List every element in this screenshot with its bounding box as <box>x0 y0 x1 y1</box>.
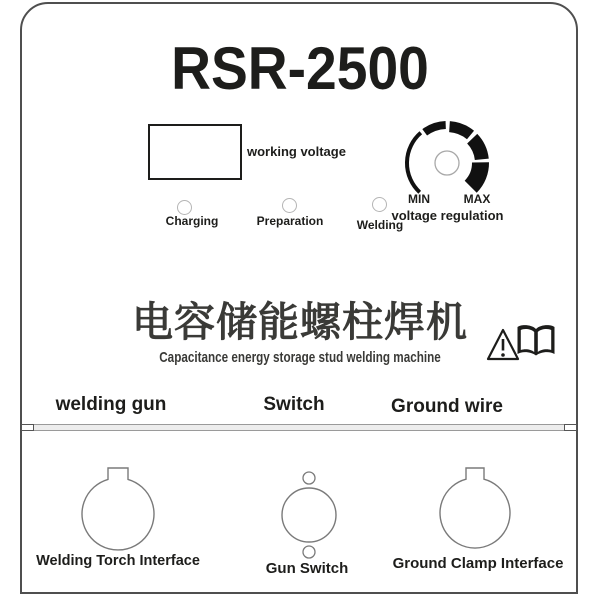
charging-lamp-label: Charging <box>165 214 219 228</box>
working-voltage-label: working voltage <box>247 144 346 159</box>
warning-triangle-icon <box>486 327 520 363</box>
ground-clamp-connector-label: Ground Clamp Interface <box>392 555 564 572</box>
gauge-min-label: MIN <box>408 192 430 206</box>
section-header-welding-gun: welding gun <box>55 394 167 415</box>
voltage-regulation-knob[interactable] <box>435 151 459 175</box>
charging-lamp <box>177 200 192 215</box>
voltage-regulation-caption: voltage regulation <box>391 208 504 223</box>
welding-torch-connector-label: Welding Torch Interface <box>36 553 200 569</box>
seam-tab-right <box>564 424 577 431</box>
brand-title-chinese: 电容储能螺柱焊机 <box>132 299 468 345</box>
working-voltage-display <box>148 124 242 180</box>
gun-switch-connector-label: Gun Switch <box>265 560 349 577</box>
model-title: RSR-2500 <box>171 35 429 102</box>
read-manual-icon <box>516 323 556 359</box>
section-header-ground-wire: Ground wire <box>391 396 503 417</box>
welding-lamp <box>372 197 387 212</box>
panel-seam <box>21 424 577 431</box>
ground-clamp-connector[interactable] <box>430 459 520 569</box>
welding-lamp-label: Welding <box>356 218 404 232</box>
gun-switch-connector[interactable] <box>279 466 339 566</box>
gauge-max-label: MAX <box>463 192 491 206</box>
seam-tab-left <box>21 424 34 431</box>
preparation-lamp <box>282 198 297 213</box>
preparation-lamp-label: Preparation <box>256 214 324 228</box>
section-header-switch: Switch <box>263 394 325 415</box>
brand-title-english: Capacitance energy storage stud welding machine <box>159 349 441 366</box>
